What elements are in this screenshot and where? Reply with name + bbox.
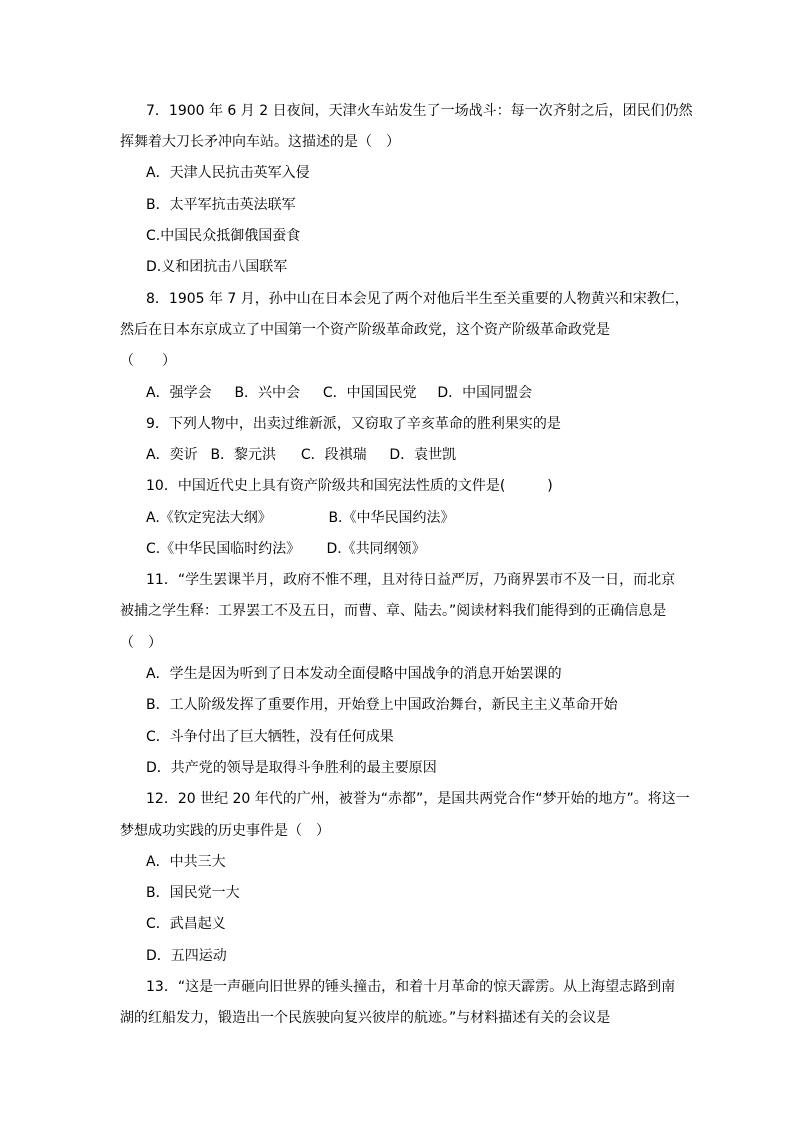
question-8-stem-line-3: （ ）: [120, 353, 176, 369]
question-7-option-b: B．太平军抗击英法联军: [146, 197, 296, 213]
question-9-option-b: B．黎元洪: [210, 447, 277, 463]
question-13-stem-line-2: 湖的红船发力，锻造出一个民族驶向复兴彼岸的航迹。”与材料描述有关的会议是: [120, 1010, 611, 1026]
question-10-stem-line-1: 10．中国近代史上具有资产阶级共和国宪法性质的文件是( ): [146, 478, 553, 494]
question-12-stem-line-1: 12．20 世纪 20 年代的广州，被誉为“赤都”，是国共两党合作“梦开始的地方”。将这一: [146, 791, 690, 807]
question-11-option-b: B．工人阶级发挥了重要作用，开始登上中国政治舞台，新民主主义革命开始: [146, 697, 618, 713]
question-11-stem-line-2: 被捕之学生释：工界罢工不及五日，而曹、章、陆去。”阅读材料我们能得到的正确信息是: [120, 603, 667, 619]
question-9-stem-line-1: 9．下列人物中，出卖过维新派，又窃取了辛亥革命的胜利果实的是: [146, 416, 561, 432]
question-10-option-b: B.《中华民国约法》: [328, 510, 455, 526]
question-7-option-c: C.中国民众抵御俄国蚕食: [146, 228, 301, 244]
question-10-options-row-1: [146, 508, 455, 528]
question-11-stem-line-1: 11．“学生罢课半月，政府不惟不理，且对待日益严厉，乃商界罢市不及一日，而北京: [146, 572, 676, 588]
question-12-option-d: D．五四运动: [146, 948, 227, 964]
question-11-stem-line-3: （ ）: [120, 635, 162, 651]
question-10-option-d: D.《共同纲领》: [326, 541, 426, 557]
question-12-option-a: A．中共三大: [146, 854, 226, 870]
question-8-option-d: D．中国同盟会: [437, 385, 533, 401]
question-7-option-a: A．天津人民抗击英军入侵: [146, 165, 310, 181]
question-8-stem-line-1: 8．1905 年 7 月，孙中山在日本会见了两个对他后半生至关重要的人物黄兴和宋教仁，: [146, 291, 689, 307]
question-8-option-b: B．兴中会: [234, 385, 301, 401]
question-11-option-d: D．共产党的领导是取得斗争胜利的最主要原因: [146, 760, 437, 776]
question-11-option-c: C．斗争付出了巨大牺牲，没有任何成果: [146, 729, 394, 745]
question-12-stem-line-2: 梦想成功实践的历史事件是（ ）: [120, 823, 330, 839]
question-11-option-a: A．学生是因为听到了日本发动全面侵略中国战争的消息开始罢课的: [146, 666, 562, 682]
question-9-option-c: C．段祺瑞: [300, 447, 367, 463]
question-10-option-c: C.《中华民国临时约法》: [146, 541, 301, 557]
question-8-options-row: [146, 383, 532, 403]
question-8-stem-line-2: 然后在日本东京成立了中国第一个资产阶级革命政党，这个资产阶级革命政党是: [120, 322, 610, 338]
question-10-option-a: A.《钦定宪法大纲》: [146, 510, 272, 526]
question-12-option-c: C．武昌起义: [146, 916, 226, 932]
question-8-option-c: C．中国国民党: [322, 385, 417, 401]
question-10-options-row-2: [146, 539, 426, 559]
question-7-option-d: D.义和团抗击八国联军: [146, 259, 288, 275]
question-7-stem-line-2: 挥舞着大刀长矛冲向车站。这描述的是（ ）: [120, 134, 400, 150]
question-7-stem-line-1: 7．1900 年 6 月 2 日夜间，天津火车站发生了一场战斗：每一次齐射之后，团民们仍然: [146, 103, 693, 119]
question-9-option-a: A．奕䜣: [146, 447, 198, 463]
question-8-option-a: A．强学会: [146, 385, 212, 401]
question-9-option-d: D．袁世凯: [389, 447, 457, 463]
question-9-options-row: [146, 445, 456, 465]
question-12-option-b: B．国民党一大: [146, 885, 240, 901]
question-13-stem-line-1: 13．“这是一声砸向旧世界的锤头撞击，和着十月革命的惊天霹雳。从上海望志路到南: [146, 979, 676, 995]
